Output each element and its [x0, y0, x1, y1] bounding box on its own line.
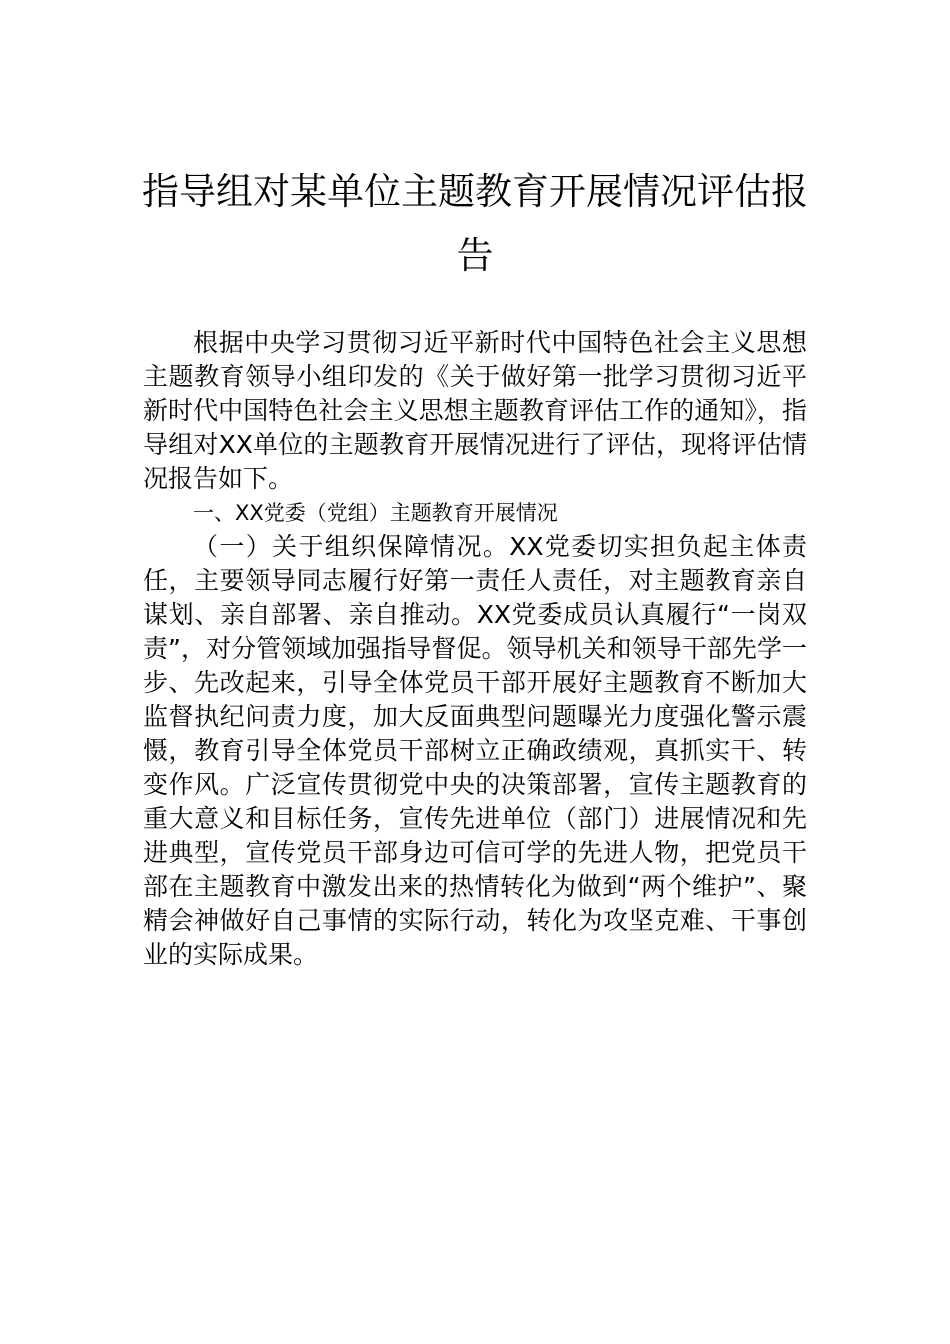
section-heading: 一、XX党委（党组）主题教育开展情况: [193, 501, 558, 525]
section-paragraph: （一）关于组织保障情况。XX党委切实担负起主体责任，主要领导同志履行好第一责任人责任，对主题教育亲自谋划、亲自部署、亲自推动。XX党委成员认真履行“一岗双责”，对分管领域加强指导督促。领导机关和领导干部先学一步、先改起来，引导全体党员干部开展好主题教育不断加大监督执纪问责力度，加大反面典型问题曝光力度强化警示震慑，教育引导全体党员干部树立正确政绩观，真抓实干、转变作风。广泛宣传贯彻党中央的决策部署，宣传主题教育的重大意义和目标任务，宣传先进单位（部门）进展情况和先进典型，宣传党员干部身边可信可学的先进人物，把党员干部在主题教育中激发出来的热情转化为做到“两个维护”、聚精会神做好自己事情的实际行动，转化为攻坚克难、干事创业的实际成果。: [143, 532, 807, 969]
document-body: [143, 326, 807, 972]
document-title: 指导组对某单位主题教育开展情况评估报告: [142, 170, 808, 277]
intro-paragraph: 根据中央学习贯彻习近平新时代中国特色社会主义思想主题教育领导小组印发的《关于做好第一批学习贯彻习近平新时代中国特色社会主义思想主题教育评估工作的通知》，指导组对XX单位的主题教育开展情况进行了评估，现将评估情况报告如下。: [143, 328, 807, 493]
